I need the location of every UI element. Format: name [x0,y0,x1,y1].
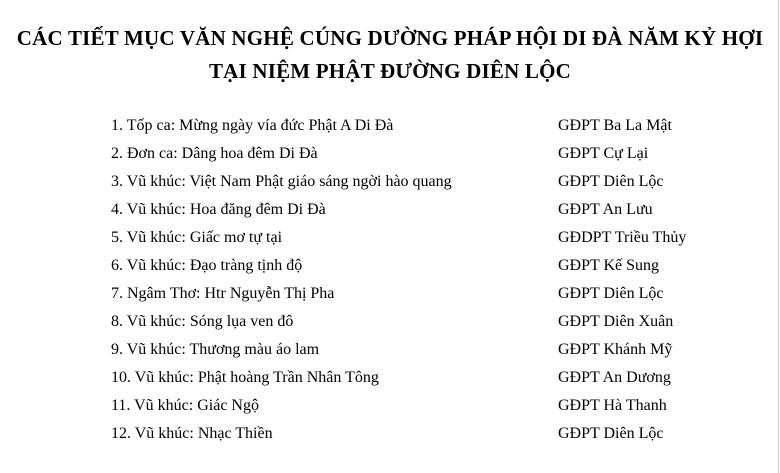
program-item [0,424,780,452]
program-item [0,312,780,340]
program-item-act: 12. Vũ khúc: Nhạc Thiền [111,425,273,442]
program-item-act: 9. Vũ khúc: Thương màu áo lam [111,341,320,358]
program-item-group: GĐPT Diên Xuân [558,313,674,330]
program-item-act: 11. Vũ khúc: Giác Ngộ [111,397,259,414]
program-item-act: 5. Vũ khúc: Giấc mơ tự tại [111,229,283,246]
program-item [0,256,780,284]
program-item-act: 6. Vũ khúc: Đạo tràng tịnh độ [111,257,303,274]
program-item-act: 10. Vũ khúc: Phật hoàng Trần Nhân Tông [111,369,379,386]
program-item-group: GĐPT An Dương [558,369,671,386]
program-item-group: GĐPT Diên Lộc [558,425,664,442]
program-item-act: 3. Vũ khúc: Việt Nam Phật giáo sáng ngời hào quang [111,173,452,190]
program-item-act: 4. Vũ khúc: Hoa đăng đêm Di Đà [111,201,326,218]
program-item-act: 1. Tốp ca: Mừng ngày vía đức Phật A Di Đà [111,117,394,134]
program-item [0,368,780,396]
program-item-group: GĐPT Diên Lộc [558,285,664,302]
program-item-group: GĐPT Kế Sung [558,257,660,274]
program-item [0,284,780,312]
program-item-group: GĐPT Cự Lại [558,145,649,162]
program-item-act: 2. Đơn ca: Dâng hoa đêm Di Đà [111,145,318,162]
program-item [0,396,780,424]
program-item [0,200,780,228]
program-list [0,116,780,452]
program-item-group: GĐPT Diên Lộc [558,173,664,190]
document-title-line-2: TẠI NIỆM PHẬT ĐƯỜNG DIÊN LỘC [208,59,572,83]
program-item-act: 8. Vũ khúc: Sóng lụa ven đô [111,313,294,330]
program-item [0,144,780,172]
program-item-group: GĐPT Hà Thanh [558,397,667,414]
program-item [0,228,780,256]
program-item [0,340,780,368]
program-item-group: GĐPT Khánh Mỹ [558,341,673,358]
document-title-line-1: CÁC TIẾT MỤC VĂN NGHỆ CÚNG DƯỜNG PHÁP HỘI DI ĐÀ NĂM KỶ HỢI [16,26,764,50]
program-item [0,116,780,144]
program-item [0,172,780,200]
program-item-group: GĐPT An Lưu [558,201,653,218]
program-item-group: GĐDPT Triều Thủy [558,229,687,246]
program-item-group: GĐPT Ba La Mật [558,117,672,134]
program-item-act: 7. Ngâm Thơ: Htr Nguyễn Thị Pha [111,285,335,302]
